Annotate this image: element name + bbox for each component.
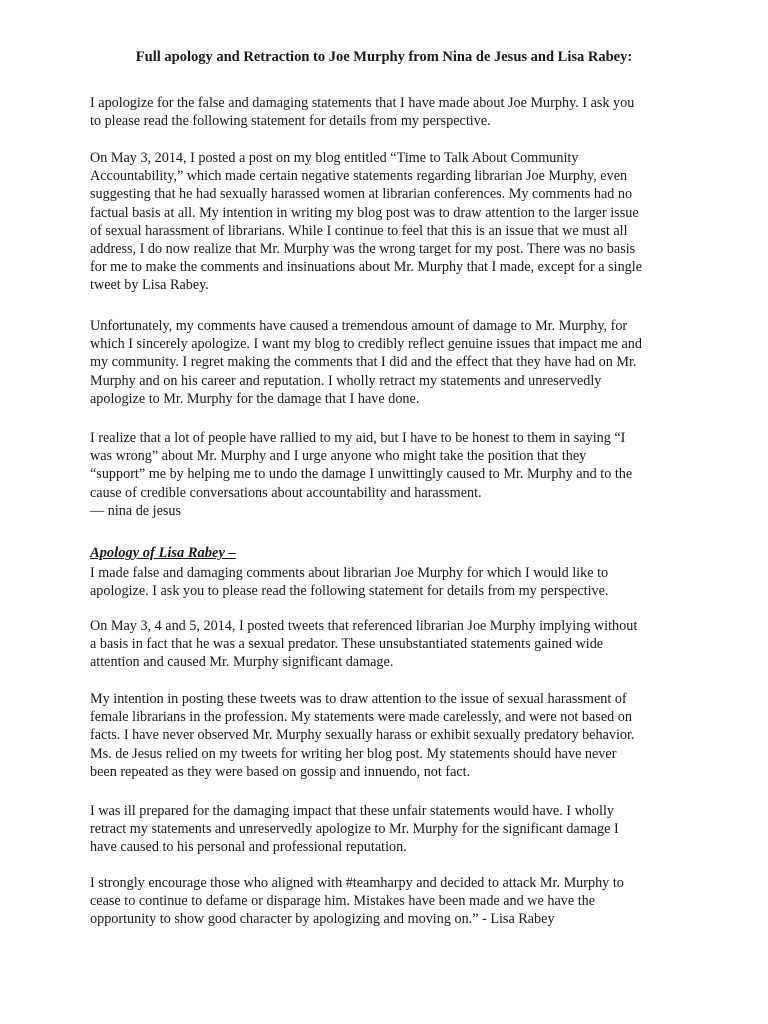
text-line: factual basis at all. My intention in writing my blog post was to draw attention to the larger issue	[90, 204, 639, 221]
text-line: attention and caused Mr. Murphy significant damage.	[90, 654, 394, 671]
text-line: of sexual harassment of librarians. While I continue to feel that this is an issue that we must all	[90, 222, 628, 239]
nina-paragraph-4	[90, 429, 690, 520]
text-line: I apologize for the false and damaging statements that I have made about Joe Murphy. I ask you	[90, 95, 635, 111]
text-line: to please read the following statement for details from my perspective.	[90, 113, 491, 130]
text-line: I made false and damaging comments about librarian Joe Murphy for which I would like to	[90, 565, 609, 581]
text-line: my community. I regret making the comments that I did and the effect that they have had on Mr.	[90, 354, 637, 371]
text-line: cease to continue to defame or disparage him. Mistakes have been made and we have the	[90, 893, 596, 910]
nina-paragraph-2	[90, 149, 690, 295]
nina-signature: — nina de jesus	[90, 502, 182, 519]
lisa-paragraph-4	[90, 802, 690, 857]
text-line: have caused to his personal and professional reputation.	[90, 839, 407, 856]
text-line: opportunity to show good character by apologizing and moving on.” - Lisa Rabey	[90, 911, 555, 928]
text-line: was wrong” about Mr. Murphy and I urge anyone who might take the position that they	[90, 448, 587, 465]
text-line: been repeated as they were based on gossip and innuendo, not fact.	[90, 763, 471, 780]
text-line: Accountability,” which made certain negative statements regarding librarian Joe Murphy, even	[90, 168, 628, 185]
lisa-paragraph-5	[90, 874, 690, 929]
text-line: Murphy and on his career and reputation. I wholly retract my statements and unreservedly	[90, 372, 602, 389]
text-line: Unfortunately, my comments have caused a tremendous amount of damage to Mr. Murphy, for	[90, 318, 628, 334]
text-line: retract my statements and unreservedly apologize to Mr. Murphy for the significant damage I	[90, 821, 619, 838]
text-line: I strongly encourage those who aligned with #teamharpy and decided to attack Mr. Murphy to	[90, 875, 624, 891]
text-line: Ms. de Jesus relied on my tweets for writing her blog post. My statements should have never	[90, 745, 617, 762]
text-line: suggesting that he had sexually harassed women at librarian conferences. My comments had no	[90, 186, 633, 203]
text-line: for me to make the comments and insinuations about Mr. Murphy that I made, except for a single	[90, 259, 642, 276]
nina-paragraph-3	[90, 317, 690, 408]
text-line: address, I do now realize that Mr. Murphy was the wrong target for my post. There was no basis	[90, 241, 636, 258]
text-line: cause of credible conversations about accountability and harassment.	[90, 484, 482, 501]
text-line: which I sincerely apologize. I want my blog to credibly reflect genuine issues that impact me and	[90, 336, 642, 353]
text-line: “support” me by helping me to undo the damage I unwittingly caused to Mr. Murphy and to the	[90, 466, 633, 483]
lisa-paragraph-3	[90, 690, 690, 781]
text-line: I was ill prepared for the damaging impact that these unfair statements would have. I wholly	[90, 803, 614, 819]
lisa-paragraph-2	[90, 617, 690, 672]
text-line: tweet by Lisa Rabey.	[90, 277, 209, 294]
text-line: female librarians in the profession. My statements were made carelessly, and were not based on	[90, 709, 632, 726]
text-line: I realize that a lot of people have rallied to my aid, but I have to be honest to them in saying “I	[90, 430, 626, 446]
text-line: My intention in posting these tweets was to draw attention to the issue of sexual harassment of	[90, 691, 627, 707]
text-line: apologize to Mr. Murphy for the damage that I have done.	[90, 390, 420, 407]
lisa-paragraph-1	[90, 564, 690, 600]
document-title: Full apology and Retraction to Joe Murphy from Nina de Jesus and Lisa Rabey:	[135, 49, 633, 65]
text-line: a basis in fact that he was a sexual predator. These unsubstantiated statements gained wide	[90, 636, 604, 653]
nina-paragraph-1	[90, 94, 690, 130]
text-line: apologize. I ask you to please read the following statement for details from my perspective.	[90, 583, 609, 600]
text-line: On May 3, 4 and 5, 2014, I posted tweets that referenced librarian Joe Murphy implying without	[90, 618, 638, 634]
text-line: On May 3, 2014, I posted a post on my blog entitled “Time to Talk About Community	[90, 150, 579, 166]
text-line: facts. I have never observed Mr. Murphy sexually harass or exhibit sexually predatory behavior.	[90, 727, 635, 744]
lisa-section-heading: Apology of Lisa Rabey –	[90, 545, 236, 561]
